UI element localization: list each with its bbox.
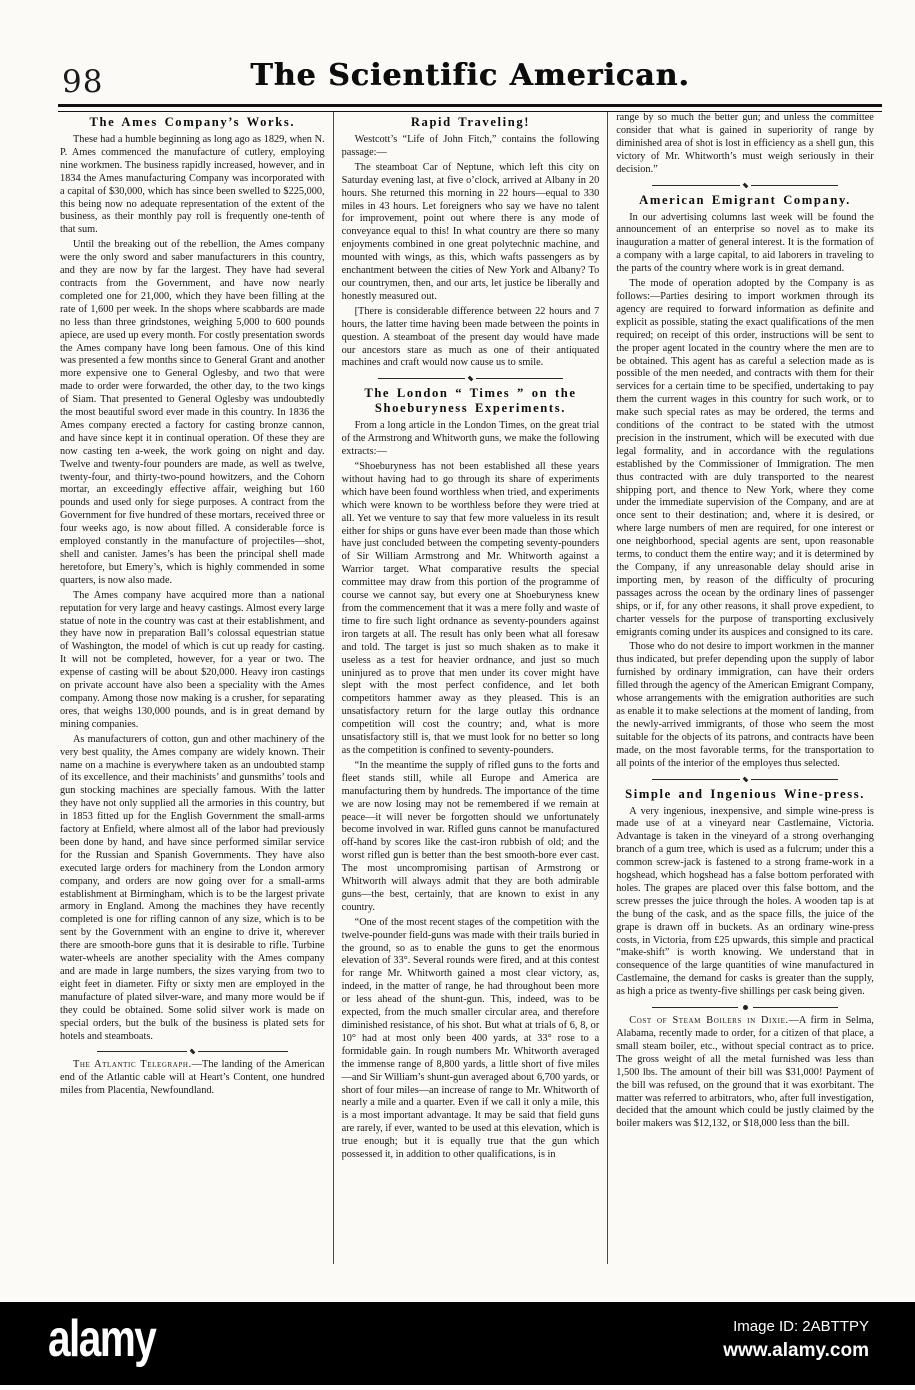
article-heading-london-times: The London “ Times ” on the Shoeburyness Experiments. xyxy=(364,386,577,416)
item-body: —The landing of the American end of the Atlantic cable will at Heart’s Content, one hundred miles from Placentia, Newfoundland. xyxy=(60,1059,325,1097)
column-layout xyxy=(58,112,882,1264)
news-item-steam-boilers xyxy=(616,1015,874,1131)
article-paragraph: [There is considerable difference between 22 hours and 7 hours, the latter time having been made between the points in question. A steamboat of the present day would have made our ancestors stare as much as one of their antiquated machines and craft would now cause us to smile. xyxy=(341,305,600,369)
article-heading-ames: The Ames Company’s Works. xyxy=(89,115,296,129)
article-paragraph: Those who do not desire to import workmen in the manner thus indicated, but prefer depending upon the supply of labor furnished by ordinary immigration, can have their orders filled through the agency of the American Emigrant Company, whose arrangements with the emigration authorities are such as enable it to make selections at the moment of landing, from the newly-arrived immigrants, of those who seem the most suitable for the objects of its patrons, and contracts have been made, on the most favorable terms, for the transportation to all points of the interior of the employes thus selected. xyxy=(616,641,874,769)
article-continuation-paragraph: range by so much the better gun; and unless the committee consider that what is gained in superiority of range by diminished area of shot is lost in efficiency as a shell gun, this victory of Mr. Whitworth’s must weigh seriously in their decision.” xyxy=(616,112,874,175)
column-3 xyxy=(607,112,882,1264)
item-body: —A firm in Selma, Alabama, recently made to order, for a citizen of that place, a small steam boiler, etc., without special contract as to price. The gross weight of all the metal furnished was less than 1,500 lbs. The amount of their bill was $31,000! Payment of the bill was refused, on the ground that it was exorbitant. The matter was referred to arbitrators, who, after full investigation, decided that the amount which could be justly claimed by the boiler makers was $12,132, or $18,000 less than the bill. xyxy=(616,1015,874,1130)
article-paragraph: The steamboat Car of Neptune, which left this city on Saturday evening last, at five o’clock, arrived at Albany in 20 hours. She returned this morning in 22 hours—equal to 330 miles in 43 hours. Let foreigners who say we have no talent for improvement, point out where there is any mode of conveyance equal to this! In what country are there so many enjoyments combined in one great polytechnic machine, and mounted with wings, as this, which wafts passengers as by enchantment between the cities of New York and Albany? To our countrymen, then, and our arts, let justice be liberally and honestly measured out. xyxy=(341,161,600,302)
article-separator xyxy=(652,1005,837,1010)
separator-ornament-icon xyxy=(742,182,748,188)
article-paragraph: “Shoeburyness has not been established all these years without having had to go through its share of experiments which have been found worthless when tried, and experiments which were known to be worthless before they were tried at all. Yet we venture to say that few more valueless in its result either for ships or guns have ever been made than those which have just concluded between the competing seventy-pounders of Sir William Armstrong and Mr. Whitworth against a Warrior target. What comparative results the special committee may draw from this portion of the programme of course we cannot say, but every one at Shoeburyness knew from the commencement that it was a mere folly and waste of time to fire such light ordnance as seventy-pounders against iron targets at all. The result has only been what all foresaw and told. The target is just so much shaken as to make it useless as a test for heavier ordnance, and just so much uninjured as to prove that men under its cover might have slept with the most perfect confidence, and let both competitors hammer away as they pleased. This is an unsatisfactory return for the large outlay this ordnance competition will cost the country; and, what is more unsatisfactory still is, that we must look for no better so long as the competition is confined to seventy-pounders. xyxy=(341,461,600,756)
article-paragraph: As manufacturers of cotton, gun and other machinery of the very best quality, the Ames company are widely known. Their name on a machine is everywhere taken as an undoubted stamp of its excellence, and their machinists’ and gunsmiths’ tools and gun stocking machines are specially famous. With the latter they have not only supplied all the armories in this country, but in 1853 fitted up for the English Government the small-arms factory at Enfield, where almost all of the labor had previously been done by hand, and have since performed similar service for the Russian and Spanish Governments. They have also executed large orders for machinery from the London armory company, and orders are now going over for a small-arms establishment at Birmingham, which is to be the largest private armory in England. Among the machines they have recently completed is one for rifling cannon of any size, which is to be sent by the Government with an engine to drive it, wherever there are smooth-bore guns that it is desirable to rifle. Turbine water-wheels are another speciality with the Ames company and are made in large numbers, the sizes varying from two to eight feet in diameter. Fifty or sixty men are employed in the manufacture of plated silver-ware, and many more would be if they could be obtained. Some solid silver work is made on special orders, but the bulk of the business is plated sets for hotels and steamboats. xyxy=(60,733,325,1042)
article-paragraph: These had a humble beginning as long ago as 1829, when N. P. Ames commenced the manufacture of cutlery, employing nine workmen. The business rapidly increased, however, and in 1834 the Ames manufacturing Company was incorporated with a capital of $30,000, which has since been swelled to $225,000, this being now no adequate representation of the extent of the business, as their monthly pay roll is frequently one-tenth of that sum. xyxy=(60,134,325,236)
article-paragraph: The mode of operation adopted by the Company is as follows:—Parties desiring to import workmen through its agency are required to forward information as definite and explicit as possible, stating the exact qualifications of the men required; on receipt of this order, instructions will be sent to the proper agent located in the country where the men are to be obtained. This agent has as careful a selection made as is possible of the men needed, and contracts with them for their services for a certain time to be specified, undertaking to pay them the current wages in this country for such work, or to make such special rates as may be ordered, the terms and conditions of the contract to be stated with the utmost precision in the instrument, which will be executed with due legal formality, and in accordance with the regulations established by the Commissioner of Immigration. The men thus contracted with are duly transported to the nearest shipping port, and thence to New York, where they come under the immediate supervision of the Company, and are at once sent to their destination; and, where it is desired, or where large numbers of men are required, for one interest or one neighborhood, special agents are sent, upon reasonable terms, to conduct them the entire way; and it is determined by the Company, if any unreasonable delay should arise in importing men, by reason of the difficulty of procuring passages across the ocean by the ordinary lines of passenger ships, or if, for any other reasons, it shall prove expedient, to charter vessels for the purpose of transporting exclusively emigrants coming under its auspices and consigned to its care. xyxy=(616,278,874,638)
article-separator xyxy=(652,777,837,782)
article-separator xyxy=(378,376,563,381)
article-paragraph: In our advertising columns last week will be found the announcement of an enterprise so novel as to make its inauguration a matter of general interest. It is the formation of a company with a large capital, to aid laborers in traveling to the parts of the country where work is in great demand. xyxy=(616,211,874,275)
image-id-label: Image ID: 2ABTTPY xyxy=(733,1318,869,1335)
article-separator xyxy=(652,183,837,188)
article-paragraph: Until the breaking out of the rebellion, the Ames company were the only sword and saber manufacturers in this country, and they are now by far the largest. They have had several contracts from the Government, and have now nearly completed one for 21,000, which they have been filling at the rate of 1,600 per week. In the shops where scabbards are made no less than three grindstones, weighing 5,000 to 600 pounds apiece, are used up every month. For costly presentation swords the Ames company have long been famous. One of this kind was presented a few months since to General Grant and another more expensive one to General Oglesby, and two that were made to order were forwarded, the other day, to the two kings of Siam. That presented to General Oglesby was undoubtedly the most beautiful sword ever made in this country. In 1836 the Ames company erected a factory for casting bronze cannon, and have since kept it in continual operation. Of these they are now casting ten a-week, the work going on night and day. Twelve and twenty-four pounders are made, as well as twelve, twenty-four, and thirty-two-pound howitzers, and the Cohorn mortar, an exceedingly effective affair, weighing but 160 pounds and used only for siege purposes. A contract from the Government for five hundred of these mortars, received three or four weeks ago, is now about filled. A considerable force is employed constantly in the manufacture of projectiles—shot, shell and canister. James’s has been the principal shell made heretofore, but Emery’s, which is highly commended in some quarters, is now also made. xyxy=(60,239,325,586)
separator-dot-ornament-icon xyxy=(743,1005,748,1010)
article-heading-rapid-traveling: Rapid Traveling! xyxy=(410,115,531,129)
article-paragraph: The Ames company have acquired more than a national reputation for very large and heavy castings. Almost every large statue of note in the country was cast at their establishment, and they have now in preparation Ball’s colossal equestrian statue of Washington, the model of which is cut up ready for casting. It will not be completed, however, for a year or two. The expense of casting will be about $20,000. Heavy iron castings on private account have also been a speciality with the Ames company. Among those now making is a crusher, for separating ores, that weighs 130,000 pounds, and is in great demand by mining companies. xyxy=(60,589,325,730)
item-lead: Cost of Steam Boilers in Dixie. xyxy=(629,1015,789,1027)
masthead-divider xyxy=(58,104,882,112)
alamy-logo: alamy xyxy=(48,1310,156,1368)
article-separator xyxy=(97,1049,288,1054)
page-number: 98 xyxy=(62,64,104,100)
separator-ornament-icon xyxy=(742,776,748,782)
column-2 xyxy=(333,112,608,1264)
alamy-meta xyxy=(723,1318,869,1362)
masthead-title: The Scientific American. xyxy=(250,58,690,93)
separator-ornament-icon xyxy=(189,1049,195,1055)
alamy-url: www.alamy.com xyxy=(723,1340,869,1361)
news-item-atlantic-telegraph xyxy=(60,1059,325,1098)
article-paragraph: “In the meantime the supply of rifled guns to the forts and fleet stands still, while all Europe and America are manufacturing them by hundreds. The importance of the time we are now losing may not be remembered if we remain at peace—it will never be forgotten should we unfortunately become involved in war. Rifled guns cannot be manufactured off-hand by scores like the cast-iron rubbish of old; and the worst rifled gun is better than the best smooth-bore ever cast. The most uncompromising partisan of Armstrong or Whitworth will always admit that they are both admirable guns—the best, certainly, that are known to exist in any country. xyxy=(341,759,600,913)
article-paragraph: From a long article in the London Times, on the great trial of the Armstrong and Whitworth guns, we make the following extracts:— xyxy=(341,420,600,458)
article-heading-wine-press: Simple and Ingenious Wine-press. xyxy=(625,786,865,801)
separator-ornament-icon xyxy=(468,376,474,382)
column-1 xyxy=(58,112,333,1264)
article-heading-american-emigrant: American Emigrant Company. xyxy=(639,192,851,207)
alamy-watermark-bar xyxy=(0,1302,915,1385)
item-lead: The Atlantic Telegraph. xyxy=(73,1059,192,1071)
article-paragraph: “One of the most recent stages of the competition with the twelve-pounder field-guns was made with their trails buried in the ground, so as to enable the guns to get the enormous elevation of 33°. Several rounds were fired, and at this contest for range Mr. Whitworth gained a most clear victory, as, indeed, in the matter of range, he had throughout been more or less ahead of the shunt-gun. This, indeed, was to be expected, from the much smaller circular area, and therefore diminished resistance, of his shot. But what at trials of 6, 8, or 10° had at most only been 400 yards, at 33° rose to a formidable gain. In rough numbers Mr. Whitworth averaged the immense range of 8,800 yards, a little short of five miles—and Sir William’s shunt-gun averaged about 6,700 yards, or short of four miles—an increase of range to Mr. Whitworth of nearly a mile and a quarter. Even if we call it only a mile, this is a most important advantage. It may be said that field guns are rarely, if ever, wanted to be used at this elevation, which is true enough; but it is equally true that the gun which possessed it, in addition to other qualifications, is in xyxy=(341,916,600,1161)
article-paragraph: Westcott’s “Life of John Fitch,” contains the following passage:— xyxy=(341,134,600,158)
article-paragraph: A very ingenious, inexpensive, and simple wine-press is made use of at a vineyard near Castlemaine, Victoria. Advantage is taken in the vineyard of a strong overhanging branch of a gum tree, which is used as a fulcrum; under this a common screw-jack is fastened to a strong frame-work in a hogshead, which hogshead has a false bottom perforated with holes. The grapes are placed over this false bottom, and the screw presses the juice through the holes. A wooden tap is at the bung of the cask, and as the space fills, the juice of the grape is drawn off in buckets. As an ordinary wine-press costs, in Victoria, from £25 upwards, this simple and practical “make-shift” is worth knowing. We understand that in consequence of the large quantities of wine manufactured in Castlemaine, the demand for casks is greater than the supply, as high a price as twenty-five shillings per cask being given. xyxy=(616,805,874,998)
